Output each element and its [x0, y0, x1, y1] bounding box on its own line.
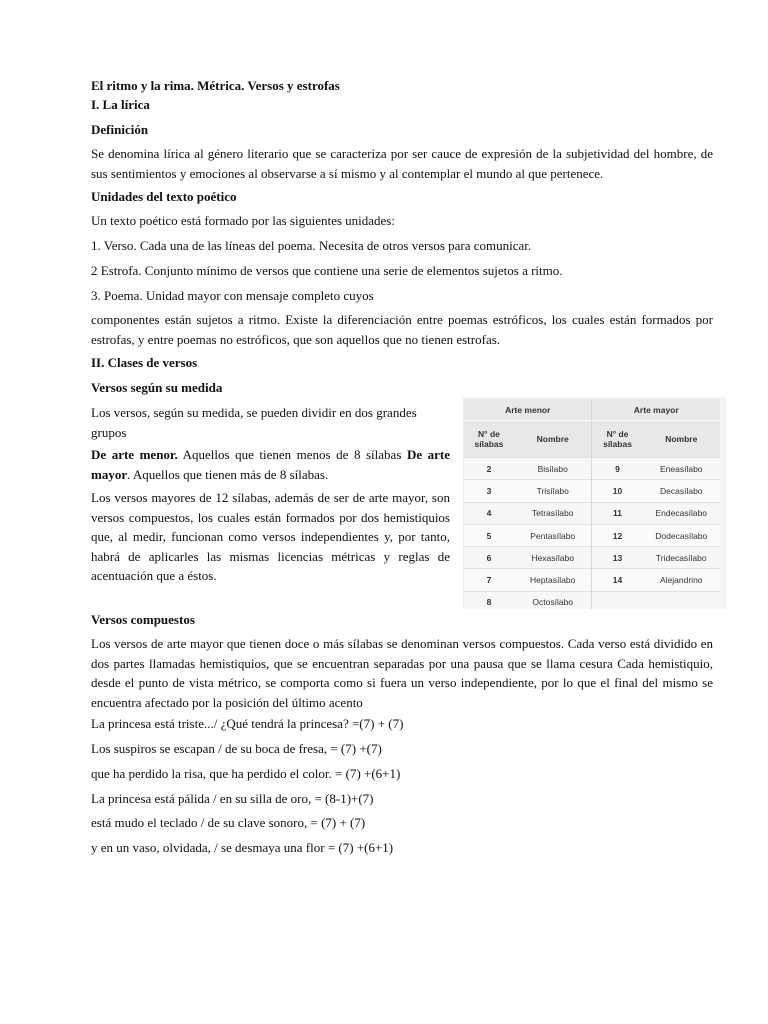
unidades-continuation: componentes están sujetos a ritmo. Existe la diferenciación entre poemas estróficos, los cuales están formados por estrofas, y entre poemas no estróficos, que son aquellos que no tienen estrofas. — [91, 312, 713, 347]
verse-name: Heptasílabo — [514, 569, 592, 591]
verse-line: que ha perdido la risa, que ha perdido el color. = (7) +(6+1) — [91, 766, 401, 781]
verse-name: Endecasílabo — [643, 502, 720, 524]
syllable-count: 4 — [464, 502, 514, 524]
unidades-intro: Un texto poético está formado por las siguientes unidades: — [91, 213, 395, 228]
syllable-count — [592, 591, 643, 609]
syllable-count: 5 — [464, 524, 514, 546]
verse-line: La princesa está triste.../ ¿Qué tendrá la princesa? =(7) + (7) — [91, 716, 404, 731]
col-name: Nombre — [514, 421, 592, 458]
arte-menor-label: De arte menor. — [91, 447, 178, 462]
section-lirica-heading: I. La lírica — [91, 97, 150, 112]
table-row — [464, 591, 720, 609]
table-row — [464, 524, 720, 546]
verse-name: Dodecasílabo — [643, 524, 720, 546]
verse-name: Bisílabo — [514, 458, 592, 480]
verse-line: La princesa está pálida / en su silla de oro, = (8-1)+(7) — [91, 791, 374, 806]
verse-line: Los suspiros se escapan / de su boca de fresa, = (7) +(7) — [91, 741, 382, 756]
definicion-heading: Definición — [91, 122, 149, 137]
meter-table-image — [462, 397, 726, 609]
document-title: El ritmo y la rima. Métrica. Versos y estrofas — [91, 78, 340, 93]
verse-name: Tridecasílabo — [643, 547, 720, 569]
arte-menor-text: Aquellos que tienen menos de 8 sílabas — [177, 447, 407, 462]
table-row — [464, 502, 720, 524]
syllable-count: 10 — [592, 480, 643, 502]
verse-name: Pentasílabo — [514, 524, 592, 546]
group-arte-mayor: Arte mayor — [592, 399, 720, 421]
verse-name: Octosílabo — [514, 591, 592, 609]
mayores-paragraph: Los versos mayores de 12 sílabas, además de ser de arte mayor, son versos compuestos, los cuales están formados por dos hemistiquios que, al medir, funcionan como versos independientes y, por tanto, habrá de aplicarles las mismas licencias métricas y reglas de acentuación que a éstos. — [91, 490, 450, 583]
syllable-count: 2 — [464, 458, 514, 480]
syllable-count: 9 — [592, 458, 643, 480]
meter-table — [464, 399, 720, 609]
compuestos-heading: Versos compuestos — [91, 612, 195, 627]
verse-name — [643, 591, 720, 609]
table-row — [464, 458, 720, 480]
verse-line: y en un vaso, olvidada, / se desmaya una flor = (7) +(6+1) — [91, 840, 394, 855]
syllable-count: 8 — [464, 591, 514, 609]
syllable-count: 14 — [592, 569, 643, 591]
verse-name: Eneasílabo — [643, 458, 720, 480]
syllable-count: 12 — [592, 524, 643, 546]
medida-heading: Versos según su medida — [91, 380, 223, 395]
col-num-syllables: N° de sílabas — [592, 421, 643, 458]
syllable-count: 13 — [592, 547, 643, 569]
syllable-count: 6 — [464, 547, 514, 569]
unidades-heading: Unidades del texto poético — [91, 189, 237, 204]
arte-mayor-label: De arte mayor — [91, 447, 451, 482]
verse-name: Decasílabo — [643, 480, 720, 502]
definicion-paragraph: Se denomina lírica al género literario que se caracteriza por ser cauce de expresión de la subjetividad del hombre, de sus sentimientos y emociones al observarse a sí mismo y al contemplar el mundo al que pertenece. — [91, 146, 713, 181]
table-row — [464, 480, 720, 502]
table-row — [464, 547, 720, 569]
unidades-item: 1. Verso. Cada una de las líneas del poema. Necesita de otros versos para comunicar. — [91, 238, 532, 253]
col-name: Nombre — [643, 421, 720, 458]
verse-line: está mudo el teclado / de su clave sonoro, = (7) + (7) — [91, 815, 366, 830]
verse-name: Tetrasílabo — [514, 502, 592, 524]
arte-mayor-text: . Aquellos que tienen más de 8 sílabas. — [127, 466, 329, 482]
section-clases-heading: II. Clases de versos — [91, 355, 198, 370]
syllable-count: 11 — [592, 502, 643, 524]
col-num-syllables: N° de sílabas — [464, 421, 514, 458]
syllable-count: 3 — [464, 480, 514, 502]
medida-paragraph: Los versos, según su medida, se pueden dividir en dos grandes grupos — [91, 405, 417, 440]
syllable-count: 7 — [464, 569, 514, 591]
verse-name: Trisílabo — [514, 480, 592, 502]
verse-name: Alejandrino — [643, 569, 720, 591]
group-arte-menor: Arte menor — [464, 399, 592, 421]
unidades-item: 3. Poema. Unidad mayor con mensaje completo cuyos — [91, 288, 374, 303]
verse-name: Hexasílabo — [514, 547, 592, 569]
arte-paragraph — [91, 445, 450, 484]
compuestos-paragraph: Los versos de arte mayor que tienen doce o más sílabas se denominan versos compuestos. Cada verso está dividido en dos partes llamadas hemistiquios, que se encuentran separadas por una pausa que se llama cesura Cada hemistiquio, desde el punto de vista métrico, se comporta como si fuera un verso independiente, por lo que el final del mismo se encuentra afectado por la posición del último acento — [91, 636, 713, 710]
unidades-item: 2 Estrofa. Conjunto mínimo de versos que contiene una serie de elementos sujetos a ritmo. — [91, 263, 563, 278]
table-row — [464, 569, 720, 591]
